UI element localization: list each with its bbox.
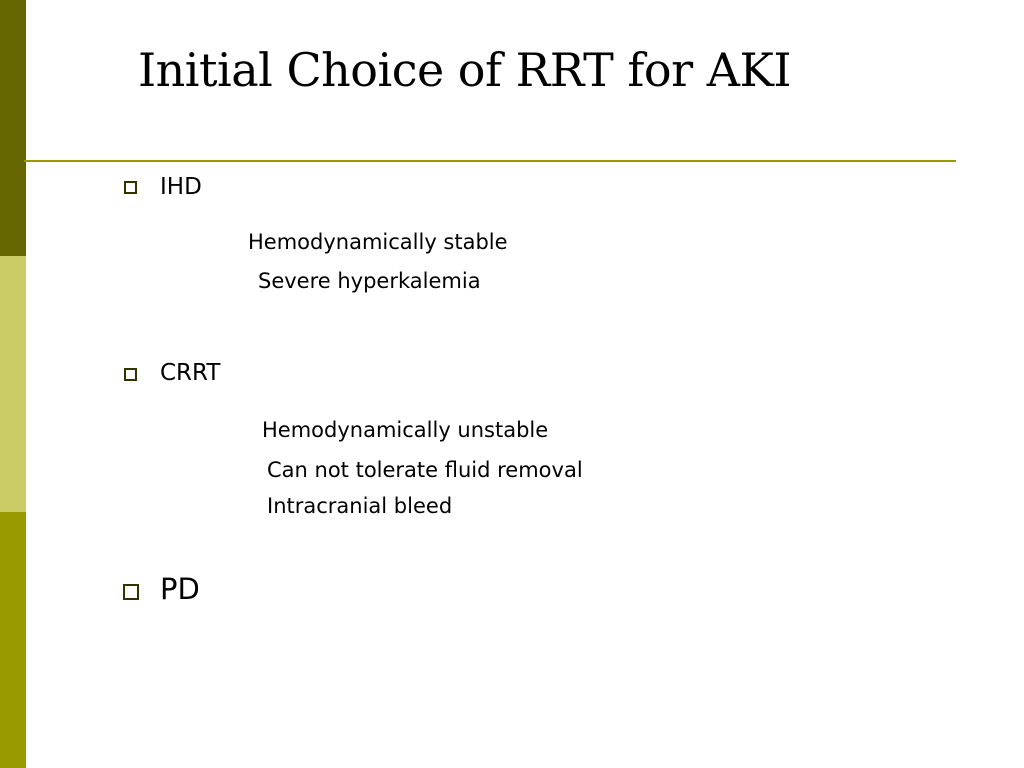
sidebar-band-middle	[0, 256, 26, 512]
bullet-pd-label: PD	[160, 572, 200, 606]
sidebar-band-bottom	[0, 512, 26, 768]
ihd-item-hemodynamically-stable: Hemodynamically stable	[248, 230, 508, 254]
ihd-item-severe-hyperkalemia: Severe hyperkalemia	[258, 269, 481, 293]
bullet-crrt-label: CRRT	[160, 360, 221, 386]
title-divider	[24, 160, 956, 162]
crrt-item-fluid-removal: Can not tolerate fluid removal	[267, 458, 583, 482]
slide-sidebar	[0, 0, 26, 768]
bullet-square-icon	[123, 584, 139, 600]
crrt-item-hemodynamically-unstable: Hemodynamically unstable	[262, 418, 549, 442]
sidebar-band-top	[0, 0, 26, 256]
bullet-ihd-label: IHD	[160, 174, 202, 200]
crrt-item-intracranial-bleed: Intracranial bleed	[267, 494, 453, 518]
slide-title: Initial Choice of RRT for AKI	[138, 43, 791, 97]
bullet-square-icon	[124, 181, 137, 194]
bullet-square-icon	[124, 368, 137, 381]
